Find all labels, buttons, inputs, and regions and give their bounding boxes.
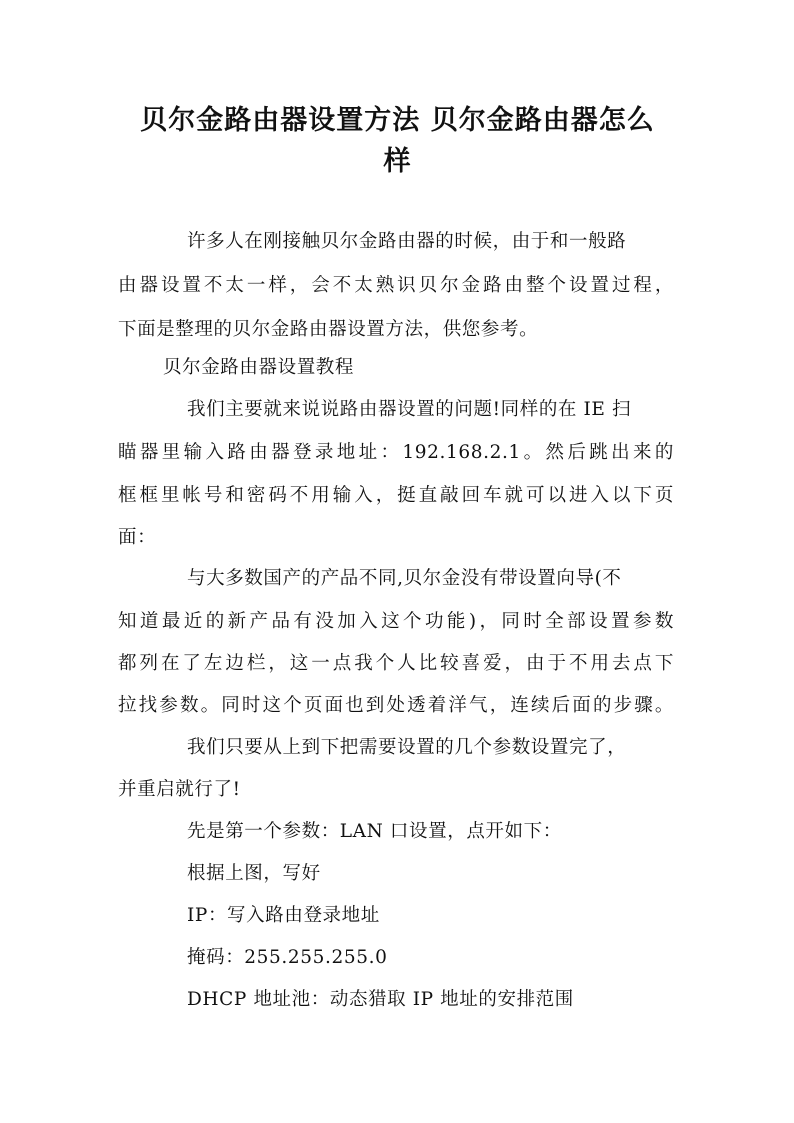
- intro-line-2: 由器设置不太一样，会不太熟识贝尔金路由整个设置过程，: [118, 275, 674, 296]
- step-line-3: IP：写入路由登录地址: [187, 905, 380, 926]
- body-line-9: 我们只要从上到下把需要设置的几个参数设置完了，: [187, 737, 627, 758]
- body-line-1: 我们主要就来说说路由器设置的问题!同样的在 IE 扫: [187, 399, 632, 420]
- page-title: 贝尔金路由器设置方法 贝尔金路由器怎么: [140, 105, 655, 136]
- body-line-6: 知道最近的新产品有没加入这个功能)，同时全部设置参数: [118, 611, 674, 632]
- intro-line-1: 许多人在刚接触贝尔金路由器的时候，由于和一般路: [187, 231, 627, 252]
- body-line-3: 框框里帐号和密码不用输入，挺直敲回车就可以进入以下页: [118, 485, 674, 506]
- body-line-2: 瞄器里输入路由器登录地址：192.168.2.1。然后跳出来的: [118, 442, 674, 463]
- step-line-2: 根据上图，写好: [187, 863, 321, 884]
- intro-line-3: 下面是整理的贝尔金路由器设置方法，供您参考。: [118, 319, 539, 340]
- step-line-1: 先是第一个参数：LAN 口设置，点开如下：: [187, 821, 562, 842]
- body-line-5: 与大多数国产的产品不同,贝尔金没有带设置向导(不: [187, 568, 622, 589]
- page-title-continuation: 样: [383, 146, 412, 177]
- body-line-8: 拉找参数。同时这个页面也到处透着洋气，连续后面的步骤。: [118, 695, 674, 716]
- body-line-4: 面：: [118, 527, 157, 548]
- step-line-4: 掩码：255.255.255.0: [187, 947, 388, 968]
- body-line-7: 都列在了左边栏，这一点我个人比较喜爱，由于不用去点下: [118, 653, 674, 674]
- section-heading: 贝尔金路由器设置教程: [163, 357, 355, 378]
- step-line-5: DHCP 地址池：动态猎取 IP 地址的安排范围: [187, 989, 574, 1010]
- body-line-10: 并重启就行了!: [118, 779, 241, 800]
